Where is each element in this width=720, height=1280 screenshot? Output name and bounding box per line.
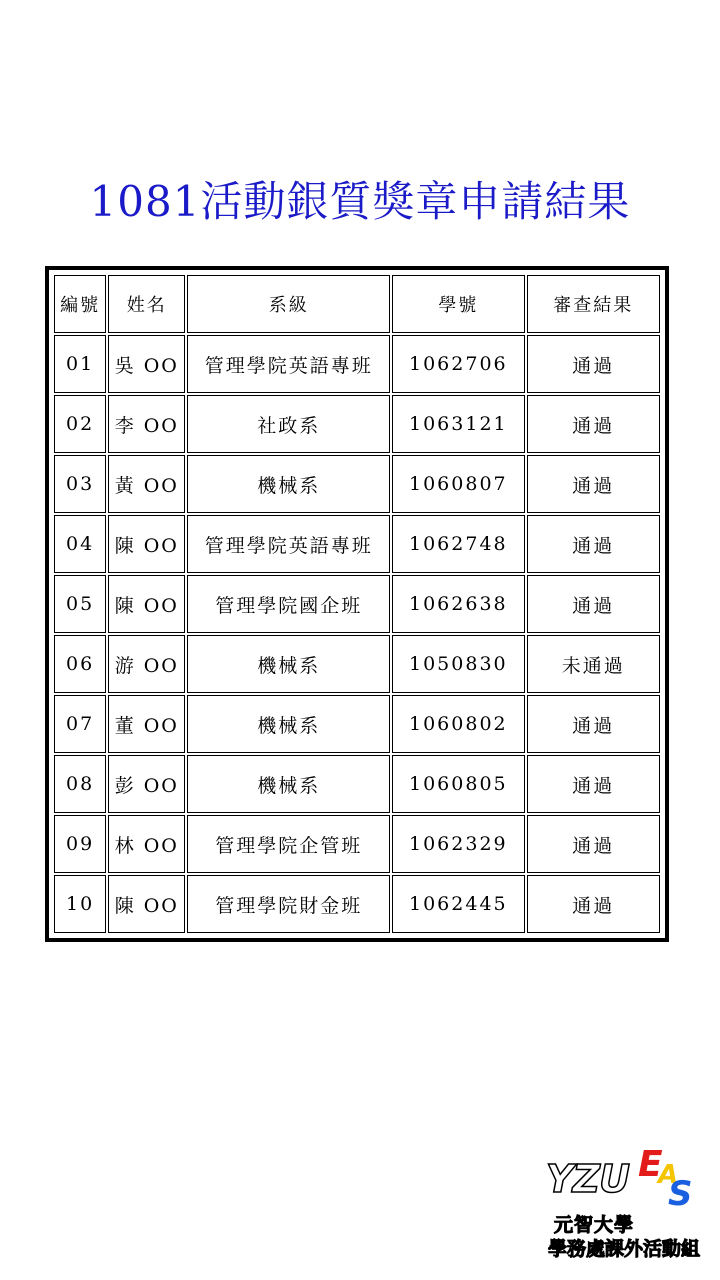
cell-id: 01 xyxy=(54,335,106,393)
cell-student-id: 1060805 xyxy=(392,755,524,813)
cell-id: 05 xyxy=(54,575,106,633)
header-result: 審查結果 xyxy=(527,275,660,333)
table-row xyxy=(54,635,660,693)
header-department: 系級 xyxy=(187,275,390,333)
cell-department: 機械系 xyxy=(187,695,390,753)
results-table xyxy=(52,273,662,935)
cell-result: 通過 xyxy=(527,395,660,453)
cell-id: 10 xyxy=(54,875,106,933)
cell-result: 通過 xyxy=(527,335,660,393)
cell-department: 管理學院企管班 xyxy=(187,815,390,873)
cell-student-id: 1062638 xyxy=(392,575,524,633)
header-student-id: 學號 xyxy=(392,275,524,333)
cell-department: 機械系 xyxy=(187,635,390,693)
cell-name: 林 OO xyxy=(108,815,185,873)
table-header-row xyxy=(54,275,660,333)
cell-name: 董 OO xyxy=(108,695,185,753)
table-row xyxy=(54,455,660,513)
cell-result: 通過 xyxy=(527,815,660,873)
cell-department: 管理學院英語專班 xyxy=(187,335,390,393)
cell-student-id: 1062748 xyxy=(392,515,524,573)
results-table-frame xyxy=(45,266,669,942)
cell-name: 彭 OO xyxy=(108,755,185,813)
cell-result: 未通過 xyxy=(527,635,660,693)
cell-id: 06 xyxy=(54,635,106,693)
cell-name: 陳 OO xyxy=(108,515,185,573)
cell-student-id: 1062706 xyxy=(392,335,524,393)
cell-id: 04 xyxy=(54,515,106,573)
cell-name: 陳 OO xyxy=(108,875,185,933)
cell-result: 通過 xyxy=(527,875,660,933)
header-name: 姓名 xyxy=(108,275,185,333)
cell-result: 通過 xyxy=(527,455,660,513)
cell-department: 管理學院英語專班 xyxy=(187,515,390,573)
cell-result: 通過 xyxy=(527,515,660,573)
cell-name: 吳 OO xyxy=(108,335,185,393)
cell-student-id: 1060802 xyxy=(392,695,524,753)
cell-student-id: 1050830 xyxy=(392,635,524,693)
cell-name: 李 OO xyxy=(108,395,185,453)
organization-logo xyxy=(546,1144,701,1260)
cell-department: 社政系 xyxy=(187,395,390,453)
cell-id: 09 xyxy=(54,815,106,873)
cell-department: 管理學院財金班 xyxy=(187,875,390,933)
cell-id: 08 xyxy=(54,755,106,813)
cell-student-id: 1062445 xyxy=(392,875,524,933)
logo-letter-a: A xyxy=(658,1160,679,1190)
table-row xyxy=(54,815,660,873)
cell-department: 機械系 xyxy=(187,755,390,813)
cell-result: 通過 xyxy=(527,695,660,753)
cell-result: 通過 xyxy=(527,755,660,813)
cell-student-id: 1063121 xyxy=(392,395,524,453)
table-row xyxy=(54,575,660,633)
header-id: 編號 xyxy=(54,275,106,333)
logo-letter-e: E xyxy=(638,1144,663,1185)
page-title: 1081活動銀質獎章申請結果 xyxy=(89,177,631,226)
cell-department: 管理學院國企班 xyxy=(187,575,390,633)
cell-id: 07 xyxy=(54,695,106,753)
cell-result: 通過 xyxy=(527,575,660,633)
cell-student-id: 1062329 xyxy=(392,815,524,873)
cell-id: 02 xyxy=(54,395,106,453)
cell-id: 03 xyxy=(54,455,106,513)
table-row xyxy=(54,335,660,393)
table-row xyxy=(54,755,660,813)
table-row xyxy=(54,695,660,753)
table-row xyxy=(54,515,660,573)
cell-department: 機械系 xyxy=(187,455,390,513)
cell-student-id: 1060807 xyxy=(392,455,524,513)
logo-yzu-text: YZU xyxy=(546,1157,629,1201)
logo-university-name: 元智大學 xyxy=(554,1214,635,1236)
cell-name: 黃 OO xyxy=(108,455,185,513)
cell-name: 游 OO xyxy=(108,635,185,693)
table-row xyxy=(54,395,660,453)
logo-letter-s: S xyxy=(668,1174,693,1214)
table-row xyxy=(54,875,660,933)
logo-office-name: 學務處課外活動組 xyxy=(548,1238,701,1260)
cell-name: 陳 OO xyxy=(108,575,185,633)
